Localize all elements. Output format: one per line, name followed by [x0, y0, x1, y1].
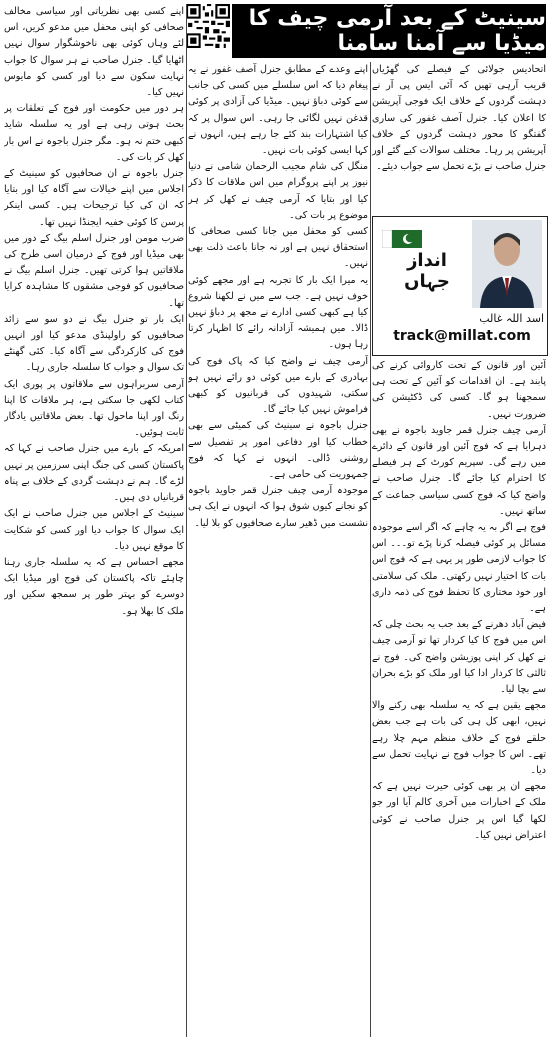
paragraph: جنرل باجوہ نے ان صحافیوں کو سینیٹ کے اجلاس میں اپنے خیالات سے آگاہ کیا اور بتایا کہ ان کی کیا ترجیحات ہیں۔ کسی اینکر پرسن کا کوئی خفیہ ایجنڈا نہیں تھا۔ [4, 168, 184, 228]
headline-text: سینیٹ کے بعد آرمی چیف کا میڈیا سے آمنا سامنا [248, 6, 546, 56]
paragraph: آرمی چیف نے واضح کیا کہ پاک فوج کی بہادری کے بارے میں کوئی دو رائے نہیں ہو سکتی، شہیدوں کی قربانیوں کو کبھی فراموش نہیں کیا جائے گا۔ [188, 355, 368, 416]
paragraph: منگل کی شام مجیب الرحمان شامی نے دنیا نیوز پر اپنے پروگرام میں اس ملاقات کا ذکر کیا اور بتایا کہ آرمی چیف نے کھل کر ہر موضوع پر بات کی۔ [188, 161, 368, 221]
portrait-icon [472, 220, 542, 308]
author-photo [472, 220, 542, 308]
headline-banner [232, 4, 546, 58]
article-column-middle [188, 62, 368, 1037]
paragraph: آرمی چیف جنرل قمر جاوید باجوہ نے بھی دہرایا ہے کہ فوج آئین اور قانون کے دائرے میں رہے گی۔ سپریم کورٹ کے ہر فیصلے کا احترام کیا جائے گا۔ جنرل صاحب نے واضح کیا کہ فوج کسی سیاسی جماعت کے ساتھ نہیں۔ [372, 424, 546, 517]
paragraph: مجھے ان پر بھی کوئی حیرت نہیں ہے کہ ملک کے اخبارات میں آخری کالم آیا اور جو لکھا گیا اس پر جنرل صاحب نے کوئی اعتراض نہیں کیا۔ [372, 781, 546, 841]
paragraph: کسی کو محفل میں جانا کسی صحافی کا استحقاق نہیں ہے اور نہ جانا باعث ذلت بھی نہیں۔ [188, 226, 368, 270]
paragraph: فوج ہے اگر بہ یہ چاہے کہ اگر اسے موجودہ مسائل پر کوئی فیصلہ کرنا پڑے تو۔۔۔ اس کا جواب لازمی طور پر یہی ہے کہ فوج اس بات کا اختیار نہیں رکھتی۔ ملک کی سلامتی اور خود مختاری کا تحفظ فوج کی ذمہ داری ہے۔ [372, 522, 546, 615]
paragraph: مجھے یقین ہے کہ یہ سلسلہ بھی رکنے والا نہیں، ابھی کل ہی کی بات ہے جب بعض حلقے فوج کے خلاف منظم مہم چلا رہے تھے۔ اس کا جواب فوج نے نہایت تحمل سے دیا۔ [372, 700, 546, 777]
paragraph: اتحادیس جولائی کے فیصلے کی گھڑیاں قریب آرہی تھیں کہ آئی ایس پی آر نے دہشت گردوں کے خلاف ایک فوجی آپریشن کا اعلان کیا۔ جنرل آصف غفور کی ساری گفتگو کا محور دہشت گردوں کے خلاف آپریشن پر رہا۔ مختلف سوالات کیے گئے اور جنرل صاحب نے بڑے تحمل سے جواب دیئے۔ [372, 64, 546, 173]
column-title: انداز جہاں [404, 250, 450, 292]
paragraph: آئین اور قانون کے تحت کاروائی کرنے کی پابند ہے۔ ان اقدامات کو آئین کے تحت ہی سمجھنا ہو گا۔ کسی کی ڈکٹیشن کی ضرورت نہیں۔ [372, 360, 546, 420]
qr-code-icon [186, 4, 230, 48]
paragraph: آرمی سربراہوں سے ملاقاتوں پر پوری ایک کتاب لکھی جا سکتی ہے، ہر ملاقات کا اپنا رنگ اور اپنا ماحول تھا۔ بعض ملاقاتیں یادگار ثابت ہوئیں۔ [4, 378, 184, 439]
paragraph: اپنے وعدے کے مطابق جنرل آصف غفور نے یہ پیغام دیا کہ اس سلسلے میں کسی کی جانب سے کوئی دباؤ نہیں۔ میڈیا کی آزادی پر کوئی قدغن نہیں لگائی جا رہی۔ اس سوال پر کہ کیا اشتہارات بند کئے جا رہے ہیں، انہوں نے کہا ایسی کوئی بات نہیں۔ [188, 64, 368, 157]
paragraph: سینیٹ کے اجلاس میں جنرل صاحب نے ایک ایک سوال کا جواب دیا اور کسی کو شکایت کا موقع نہیں دیا۔ [4, 508, 184, 552]
paragraph: مجھے احساس ہے کہ یہ سلسلہ جاری رہنا چاہئے تاکہ پاکستان کی فوج اور میڈیا ایک دوسرے کو بہتر طور پر سمجھ سکیں اور ملک کا بھلا ہو۔ [4, 556, 184, 617]
column-divider [186, 4, 187, 1037]
paragraph: یہ میرا ایک بار کا تجربہ ہے اور مجھے کوئی خوف نہیں ہے۔ جب سے میں نے لکھنا شروع کیا ہے کبھی کسی ادارے نے مجھ پر دباؤ نہیں ڈالا۔ میں ہمیشہ آزادانہ رائے کا اظہار کرتا رہا ہوں۔ [188, 274, 368, 351]
paragraph: فیض آباد دھرنے کے بعد جب یہ بحث چلی کہ اس میں فوج کا کیا کردار تھا تو آرمی چیف نے کھل کر اپنی پوزیشن واضح کی۔ فوج نے ثالثی کا کردار ادا کیا اور ملک کو بڑے بحران سے بچا لیا۔ [372, 619, 546, 696]
column-divider [370, 62, 371, 1037]
paragraph: جنرل باجوہ نے سینیٹ کی کمیٹی سے بھی خطاب کیا اور دفاعی امور پر تفصیل سے روشنی ڈالی۔ انہوں نے کہا کہ فوج جمہوریت کی حامی ہے۔ [188, 420, 368, 481]
paragraph: اپنے کسی بھی نظریاتی اور سیاسی مخالف صحافی کو اپنی محفل میں مدعو کریں، اس لئے وہاں کوئی بھی ناخوشگوار سوال نہیں اٹھایا گیا۔ جنرل صاحب نے ہر سوال کا جواب نہایت سکون سے دیا اور کسی کو مایوس نہیں کیا۔ [4, 6, 184, 99]
paragraph: ایک بار تو جنرل بیگ نے دو سو سے زائد صحافیوں کو راولپنڈی مدعو کیا اور انہیں فوج کی کارکردگی سے آگاہ کیا۔ کئی گھنٹے تک سوال و جواب کا سلسلہ جاری رہا۔ [4, 313, 184, 374]
author-name: اسد اللہ غالب [479, 312, 544, 325]
paragraph: موجودہ آرمی چیف جنرل قمر جاوید باجوہ کو نجانے کیوں شوق ہوا کہ انہوں نے ایک ہی نشست میں ڈھیر سارے صحافیوں کو بلا لیا۔ [188, 485, 368, 529]
article-column-right-bottom [372, 358, 546, 1038]
flag-icon [382, 230, 422, 248]
paragraph: امریکہ کے بارے میں جنرل صاحب نے کہا کہ پاکستان کسی کی جنگ اپنی سرزمین پر نہیں لڑے گا۔ ہم نے دہشت گردی کے خلاف بے پناہ قربانیاں دی ہیں۔ [4, 443, 184, 504]
paragraph: ہر دور میں حکومت اور فوج کے تعلقات پر بحث ہوتی رہی ہے اور یہ سلسلہ شاید کبھی ختم نہ ہو۔ مگر جنرل باجوہ نے اس بار کھل کر بات کی۔ [4, 103, 184, 163]
paragraph: ضرب مومن اور جنرل اسلم بیگ کے دور میں بھی میڈیا اور فوج کے درمیان اسی طرح کی ملاقاتیں ہوا کرتی تھیں۔ جنرل اسلم بیگ نے صحافیوں کو فوجی مشقوں کا مشاہدہ کرایا تھا۔ [4, 232, 184, 309]
author-email[interactable]: track@millat.com [393, 328, 531, 344]
article-column-left [4, 4, 184, 1037]
article-column-right-top [372, 62, 546, 212]
